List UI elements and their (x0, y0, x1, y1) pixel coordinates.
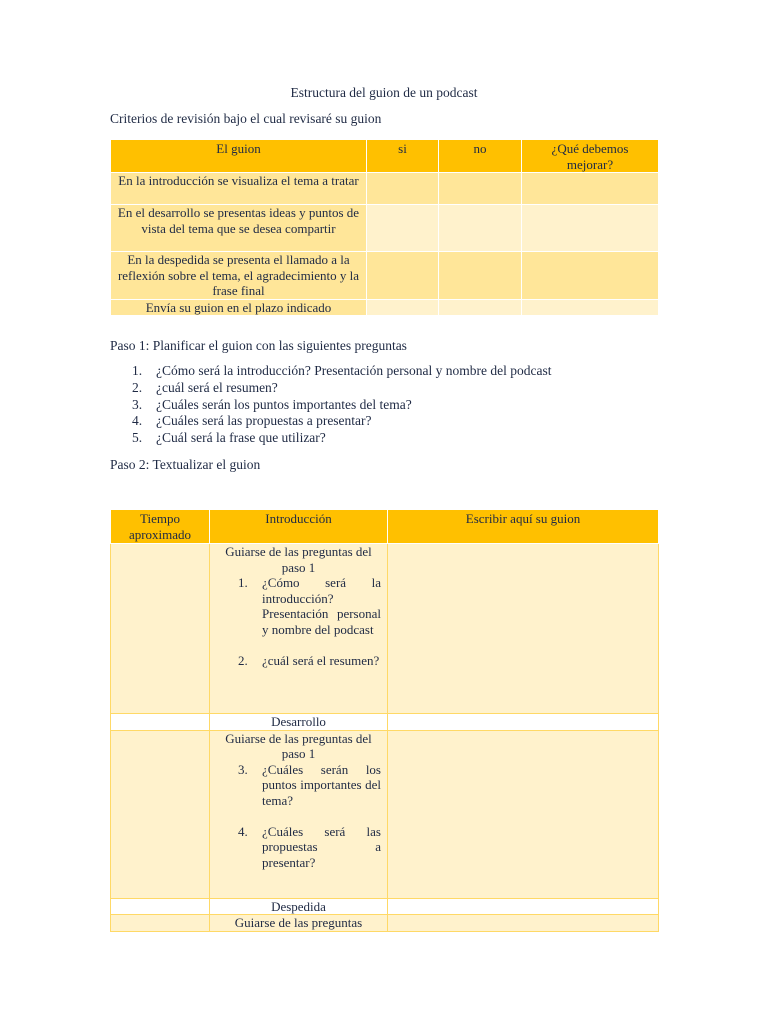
intro-guide-label: Guiarse de las preguntas del paso 1 (225, 544, 372, 575)
criteria-header-si: si (367, 140, 439, 173)
criteria-table (110, 139, 659, 316)
criteria-row-text: En el desarrollo se presentas ideas y puntos de vista del tema que se desea compartir (111, 205, 367, 252)
development-time-cell[interactable] (111, 714, 210, 731)
development-label-row (111, 714, 659, 731)
criteria-no-cell[interactable] (439, 252, 522, 300)
development-question-list (216, 762, 381, 871)
criteria-si-cell[interactable] (367, 173, 439, 205)
list-text: ¿Cómo será la introducción? Presentación personal y nombre del podcast (262, 575, 381, 637)
criteria-row-text: En la introducción se visualiza el tema a tratar (111, 173, 367, 205)
list-item (110, 380, 552, 397)
criteria-improve-cell[interactable] (522, 173, 659, 205)
list-number: 3. (238, 761, 248, 777)
list-number: 3. (132, 396, 143, 412)
criteria-si-cell[interactable] (367, 299, 439, 316)
closing-time-input[interactable] (111, 915, 210, 932)
closing-guide-label: Guiarse de las preguntas (210, 915, 388, 932)
criteria-improve-cell[interactable] (522, 299, 659, 316)
closing-script-input[interactable] (388, 915, 659, 932)
criteria-row (111, 205, 659, 252)
closing-row (111, 915, 659, 932)
list-item (216, 824, 381, 871)
criteria-no-cell[interactable] (439, 299, 522, 316)
list-number: 1. (238, 575, 248, 590)
list-text: ¿cuál será el resumen? (156, 379, 278, 395)
list-number: 1. (132, 363, 143, 378)
step1-heading: Paso 1: Planificar el guion con las siguientes preguntas (110, 338, 407, 353)
intro-guide-cell (210, 544, 388, 714)
script-table (110, 509, 659, 932)
list-number: 2. (238, 652, 248, 668)
development-script-input[interactable] (388, 730, 659, 898)
step1-question-list (110, 363, 552, 447)
script-header-write: Escribir aquí su guion (388, 510, 659, 544)
list-number: 4. (132, 413, 143, 429)
development-label: Desarrollo (210, 714, 388, 731)
closing-label-input[interactable] (388, 898, 659, 915)
list-item (110, 413, 552, 430)
criteria-heading: Criterios de revisión bajo el cual revisaré su guion (110, 111, 382, 126)
intro-script-input[interactable] (388, 544, 659, 714)
document-title: Estructura del guion de un podcast (290, 85, 478, 100)
criteria-si-cell[interactable] (367, 252, 439, 300)
criteria-row (111, 299, 659, 316)
criteria-row-text: En la despedida se presenta el llamado a la reflexión sobre el tema, el agradecimiento y la frase final (111, 252, 367, 300)
criteria-improve-cell[interactable] (522, 252, 659, 300)
criteria-no-cell[interactable] (439, 205, 522, 252)
list-text: ¿cuál será el resumen? (262, 652, 380, 668)
list-text: ¿Cuáles serán los puntos importantes del tema? (156, 396, 412, 412)
criteria-header-guion: El guion (111, 140, 367, 173)
development-time-input[interactable] (111, 730, 210, 898)
list-item (216, 762, 381, 809)
list-item (110, 397, 552, 414)
closing-label-row (111, 898, 659, 915)
criteria-header-no: no (439, 140, 522, 173)
intro-row (111, 544, 659, 714)
criteria-no-cell[interactable] (439, 173, 522, 205)
development-guide-label: Guiarse de las preguntas del paso 1 (225, 730, 372, 761)
closing-label: Despedida (210, 898, 388, 915)
criteria-improve-cell[interactable] (522, 205, 659, 252)
script-header-row (111, 510, 659, 544)
list-text: ¿Cuáles será las propuestas a presentar? (262, 823, 381, 870)
list-item (216, 653, 381, 669)
list-text: ¿Cuáles será las propuestas a presentar? (156, 413, 372, 429)
list-text: ¿Cómo será la introducción? Presentación personal y nombre del podcast (156, 363, 552, 378)
list-item (110, 363, 552, 380)
closing-time-cell[interactable] (111, 898, 210, 915)
script-header-intro: Introducción (210, 510, 388, 544)
list-text: ¿Cuáles serán los puntos importantes del tema? (262, 761, 381, 808)
list-text: ¿Cuál será la frase que utilizar? (156, 430, 326, 446)
criteria-row (111, 173, 659, 205)
list-number: 4. (238, 823, 248, 839)
step2-heading: Paso 2: Textualizar el guion (110, 457, 261, 472)
list-number: 5. (132, 430, 143, 446)
criteria-si-cell[interactable] (367, 205, 439, 252)
list-item (216, 575, 381, 637)
list-item (110, 430, 552, 447)
development-guide-cell (210, 730, 388, 898)
development-row (111, 730, 659, 898)
development-label-input[interactable] (388, 714, 659, 731)
criteria-row-text: Envía su guion en el plazo indicado (111, 299, 367, 316)
criteria-header-row (111, 140, 659, 173)
intro-question-list (216, 575, 381, 668)
criteria-row (111, 252, 659, 300)
script-header-time: Tiempo aproximado (111, 510, 210, 544)
list-number: 2. (132, 379, 143, 395)
intro-time-cell[interactable] (111, 544, 210, 714)
criteria-header-improve: ¿Qué debemos mejorar? (522, 140, 659, 173)
